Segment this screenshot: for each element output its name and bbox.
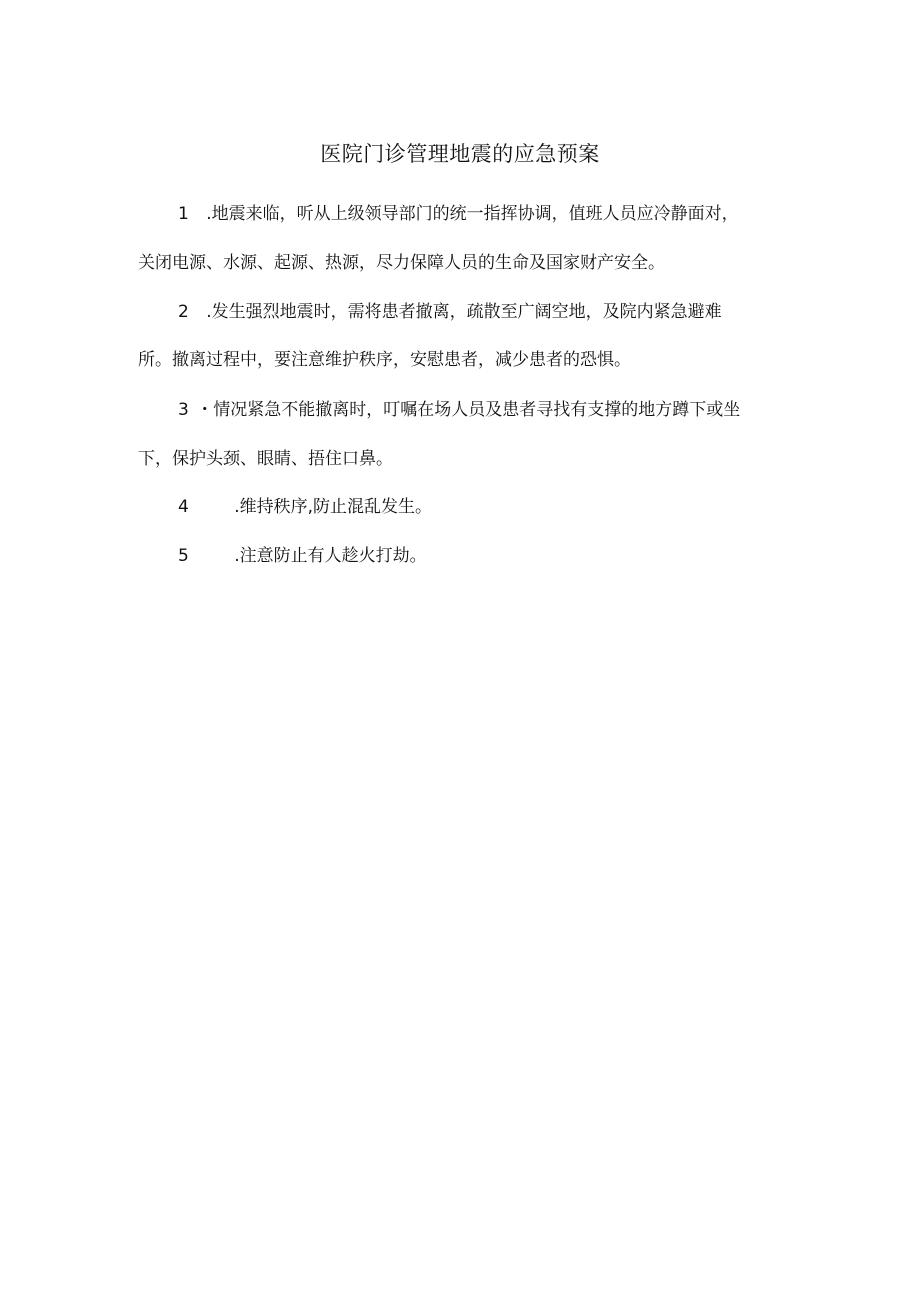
item-4-text: .维持秩序,防止混乱发生。 bbox=[234, 497, 433, 517]
item-3-continuation: 下，保护头颈、眼睛、捂住口鼻。 bbox=[138, 449, 393, 469]
item-4-number: 4 bbox=[178, 497, 189, 517]
item-2-continuation: 所。撤离过程中，要注意维护秩序，安慰患者，减少患者的恐惧。 bbox=[138, 350, 631, 370]
item-5-number: 5 bbox=[178, 546, 189, 566]
item-1-continuation: 关闭电源、水源、起源、热源，尽力保障人员的生命及国家财产安全。 bbox=[138, 253, 665, 273]
item-3-text-start: ・情况紧急不能撤离时，叮嘱在场人员及患者寻找有支撑的地方蹲下或坐 bbox=[196, 400, 741, 420]
document-title: 医院门诊管理地震的应急预案 bbox=[320, 142, 600, 166]
item-2-number: 2 bbox=[178, 302, 189, 322]
item-2-first-line bbox=[178, 300, 722, 324]
item-2-text-start: .发生强烈地震时，需将患者撤离，疏散至广阔空地，及院内紧急避难 bbox=[206, 302, 722, 322]
item-3-number: 3 bbox=[178, 400, 189, 420]
item-1-number: 1 bbox=[178, 204, 189, 224]
item-5-text: .注意防止有人趁火打劫。 bbox=[234, 546, 427, 566]
item-1-text-start: .地震来临，听从上级领导部门的统一指挥协调，值班人员应冷静面对， bbox=[206, 204, 739, 224]
item-4-line bbox=[178, 495, 432, 519]
item-1-first-line bbox=[178, 202, 739, 226]
item-5-line bbox=[178, 544, 427, 568]
item-3-first-line bbox=[178, 398, 740, 422]
